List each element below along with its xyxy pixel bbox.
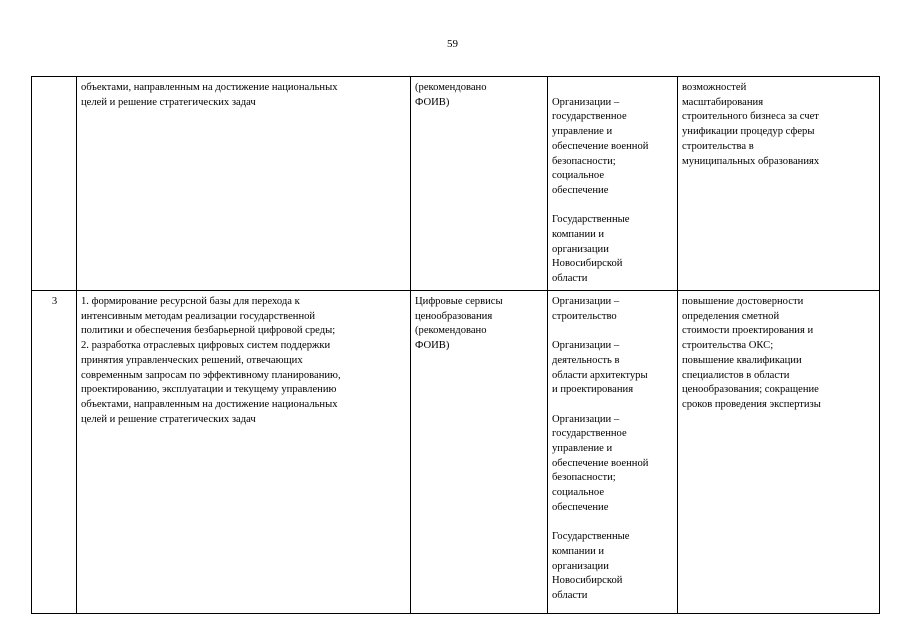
organizations-line: социальное bbox=[552, 170, 605, 182]
row-number-cell bbox=[32, 77, 77, 291]
service-line: (рекомендовано bbox=[415, 325, 487, 337]
organizations-cell bbox=[548, 77, 678, 291]
spacer bbox=[552, 398, 674, 413]
organizations-line: организации bbox=[552, 243, 609, 255]
effects-line: унификации процедур сферы bbox=[682, 126, 815, 138]
effects-line: строительства в bbox=[682, 140, 754, 152]
tasks-line: целей и решение стратегических задач bbox=[81, 413, 256, 425]
organizations-line: области bbox=[552, 590, 588, 602]
organizations-line: Государственные bbox=[552, 214, 630, 226]
spacer bbox=[552, 516, 674, 531]
service-line: (рекомендовано bbox=[415, 82, 487, 93]
tasks-line: современным запросам по эффективному планированию, bbox=[81, 369, 341, 381]
effects-line: строительства ОКС; bbox=[682, 340, 774, 352]
organizations-cell bbox=[548, 291, 678, 614]
organizations-line: Организации – bbox=[552, 296, 620, 307]
measures-table bbox=[31, 76, 880, 614]
organizations-line: строительство bbox=[552, 310, 617, 322]
row-number-cell bbox=[32, 291, 77, 614]
organizations-line: управление и bbox=[552, 443, 613, 454]
effects-line: масштабирования bbox=[682, 96, 764, 108]
organizations-line: компании и bbox=[552, 229, 605, 240]
table-body bbox=[32, 77, 880, 614]
tasks-line: проектированию, эксплуатации и текущему управлению bbox=[81, 384, 337, 396]
organizations-line: государственное bbox=[552, 111, 627, 123]
page-number: 59 bbox=[447, 38, 458, 50]
organizations-line: безопасности; bbox=[552, 155, 616, 167]
row-number: 3 bbox=[51, 296, 58, 307]
tasks-line: объектами, направленным на достижение национальных bbox=[81, 398, 338, 410]
spacer bbox=[552, 81, 674, 96]
tasks-line: интенсивным методам реализации государственной bbox=[81, 310, 316, 322]
organizations-line: Новосибирской bbox=[552, 575, 623, 587]
organizations-line: обеспечение военной bbox=[552, 457, 649, 469]
organizations-line: компании и bbox=[552, 545, 605, 557]
organizations-line: государственное bbox=[552, 428, 627, 440]
service-cell bbox=[411, 291, 548, 614]
organizations-line: области архитектуры bbox=[552, 369, 648, 381]
organizations-line: управление и bbox=[552, 126, 613, 138]
effects-line: повышение достоверности bbox=[682, 296, 804, 307]
tasks-line: принятия управленческих решений, отвечающих bbox=[81, 354, 303, 366]
service-line: ценообразования bbox=[415, 310, 493, 322]
table-row bbox=[32, 291, 880, 614]
tasks-line: 2. разработка отраслевых цифровых систем поддержки bbox=[81, 340, 331, 352]
organizations-line: безопасности; bbox=[552, 472, 616, 484]
effects-line: повышение квалификации bbox=[682, 354, 802, 366]
service-line: ФОИВ) bbox=[415, 340, 450, 352]
organizations-line: обеспечение военной bbox=[552, 140, 649, 152]
effects-line: стоимости проектирования и bbox=[682, 325, 814, 337]
organizations-line: и проектирования bbox=[552, 384, 634, 396]
tasks-line: целей и решение стратегических задач bbox=[81, 96, 256, 108]
organizations-line: организации bbox=[552, 560, 609, 572]
tasks-line: 1. формирование ресурсной базы для перехода к bbox=[81, 296, 300, 307]
effects-line: определения сметной bbox=[682, 310, 780, 322]
organizations-line: Государственные bbox=[552, 531, 630, 543]
tasks-cell bbox=[77, 291, 411, 614]
spacer bbox=[552, 199, 674, 214]
effects-line: сроков проведения экспертизы bbox=[682, 398, 821, 410]
effects-cell bbox=[678, 291, 880, 614]
table-row bbox=[32, 77, 880, 291]
effects-line: строительного бизнеса за счет bbox=[682, 111, 819, 123]
effects-line: ценообразования; сокращение bbox=[682, 384, 819, 396]
organizations-line: Новосибирской bbox=[552, 258, 623, 270]
organizations-line: Организации – bbox=[552, 96, 620, 108]
spacer bbox=[552, 324, 674, 339]
organizations-line: деятельность в bbox=[552, 354, 620, 366]
tasks-cell bbox=[77, 77, 411, 291]
service-line: ФОИВ) bbox=[415, 96, 450, 108]
service-line: Цифровые сервисы bbox=[415, 296, 503, 307]
organizations-line: обеспечение bbox=[552, 501, 609, 513]
organizations-line: Организации – bbox=[552, 340, 620, 352]
organizations-line: области bbox=[552, 273, 588, 285]
effects-cell bbox=[678, 77, 880, 291]
service-cell bbox=[411, 77, 548, 291]
effects-line: возможностей bbox=[682, 82, 747, 93]
effects-line: специалистов в области bbox=[682, 369, 790, 381]
effects-line: муниципальных образованиях bbox=[682, 155, 820, 167]
organizations-line: социальное bbox=[552, 487, 605, 499]
organizations-line: обеспечение bbox=[552, 184, 609, 196]
tasks-line: политики и обеспечения безбарьерной цифровой среды; bbox=[81, 325, 336, 337]
tasks-line: объектами, направленным на достижение национальных bbox=[81, 82, 338, 93]
organizations-line: Организации – bbox=[552, 413, 620, 425]
